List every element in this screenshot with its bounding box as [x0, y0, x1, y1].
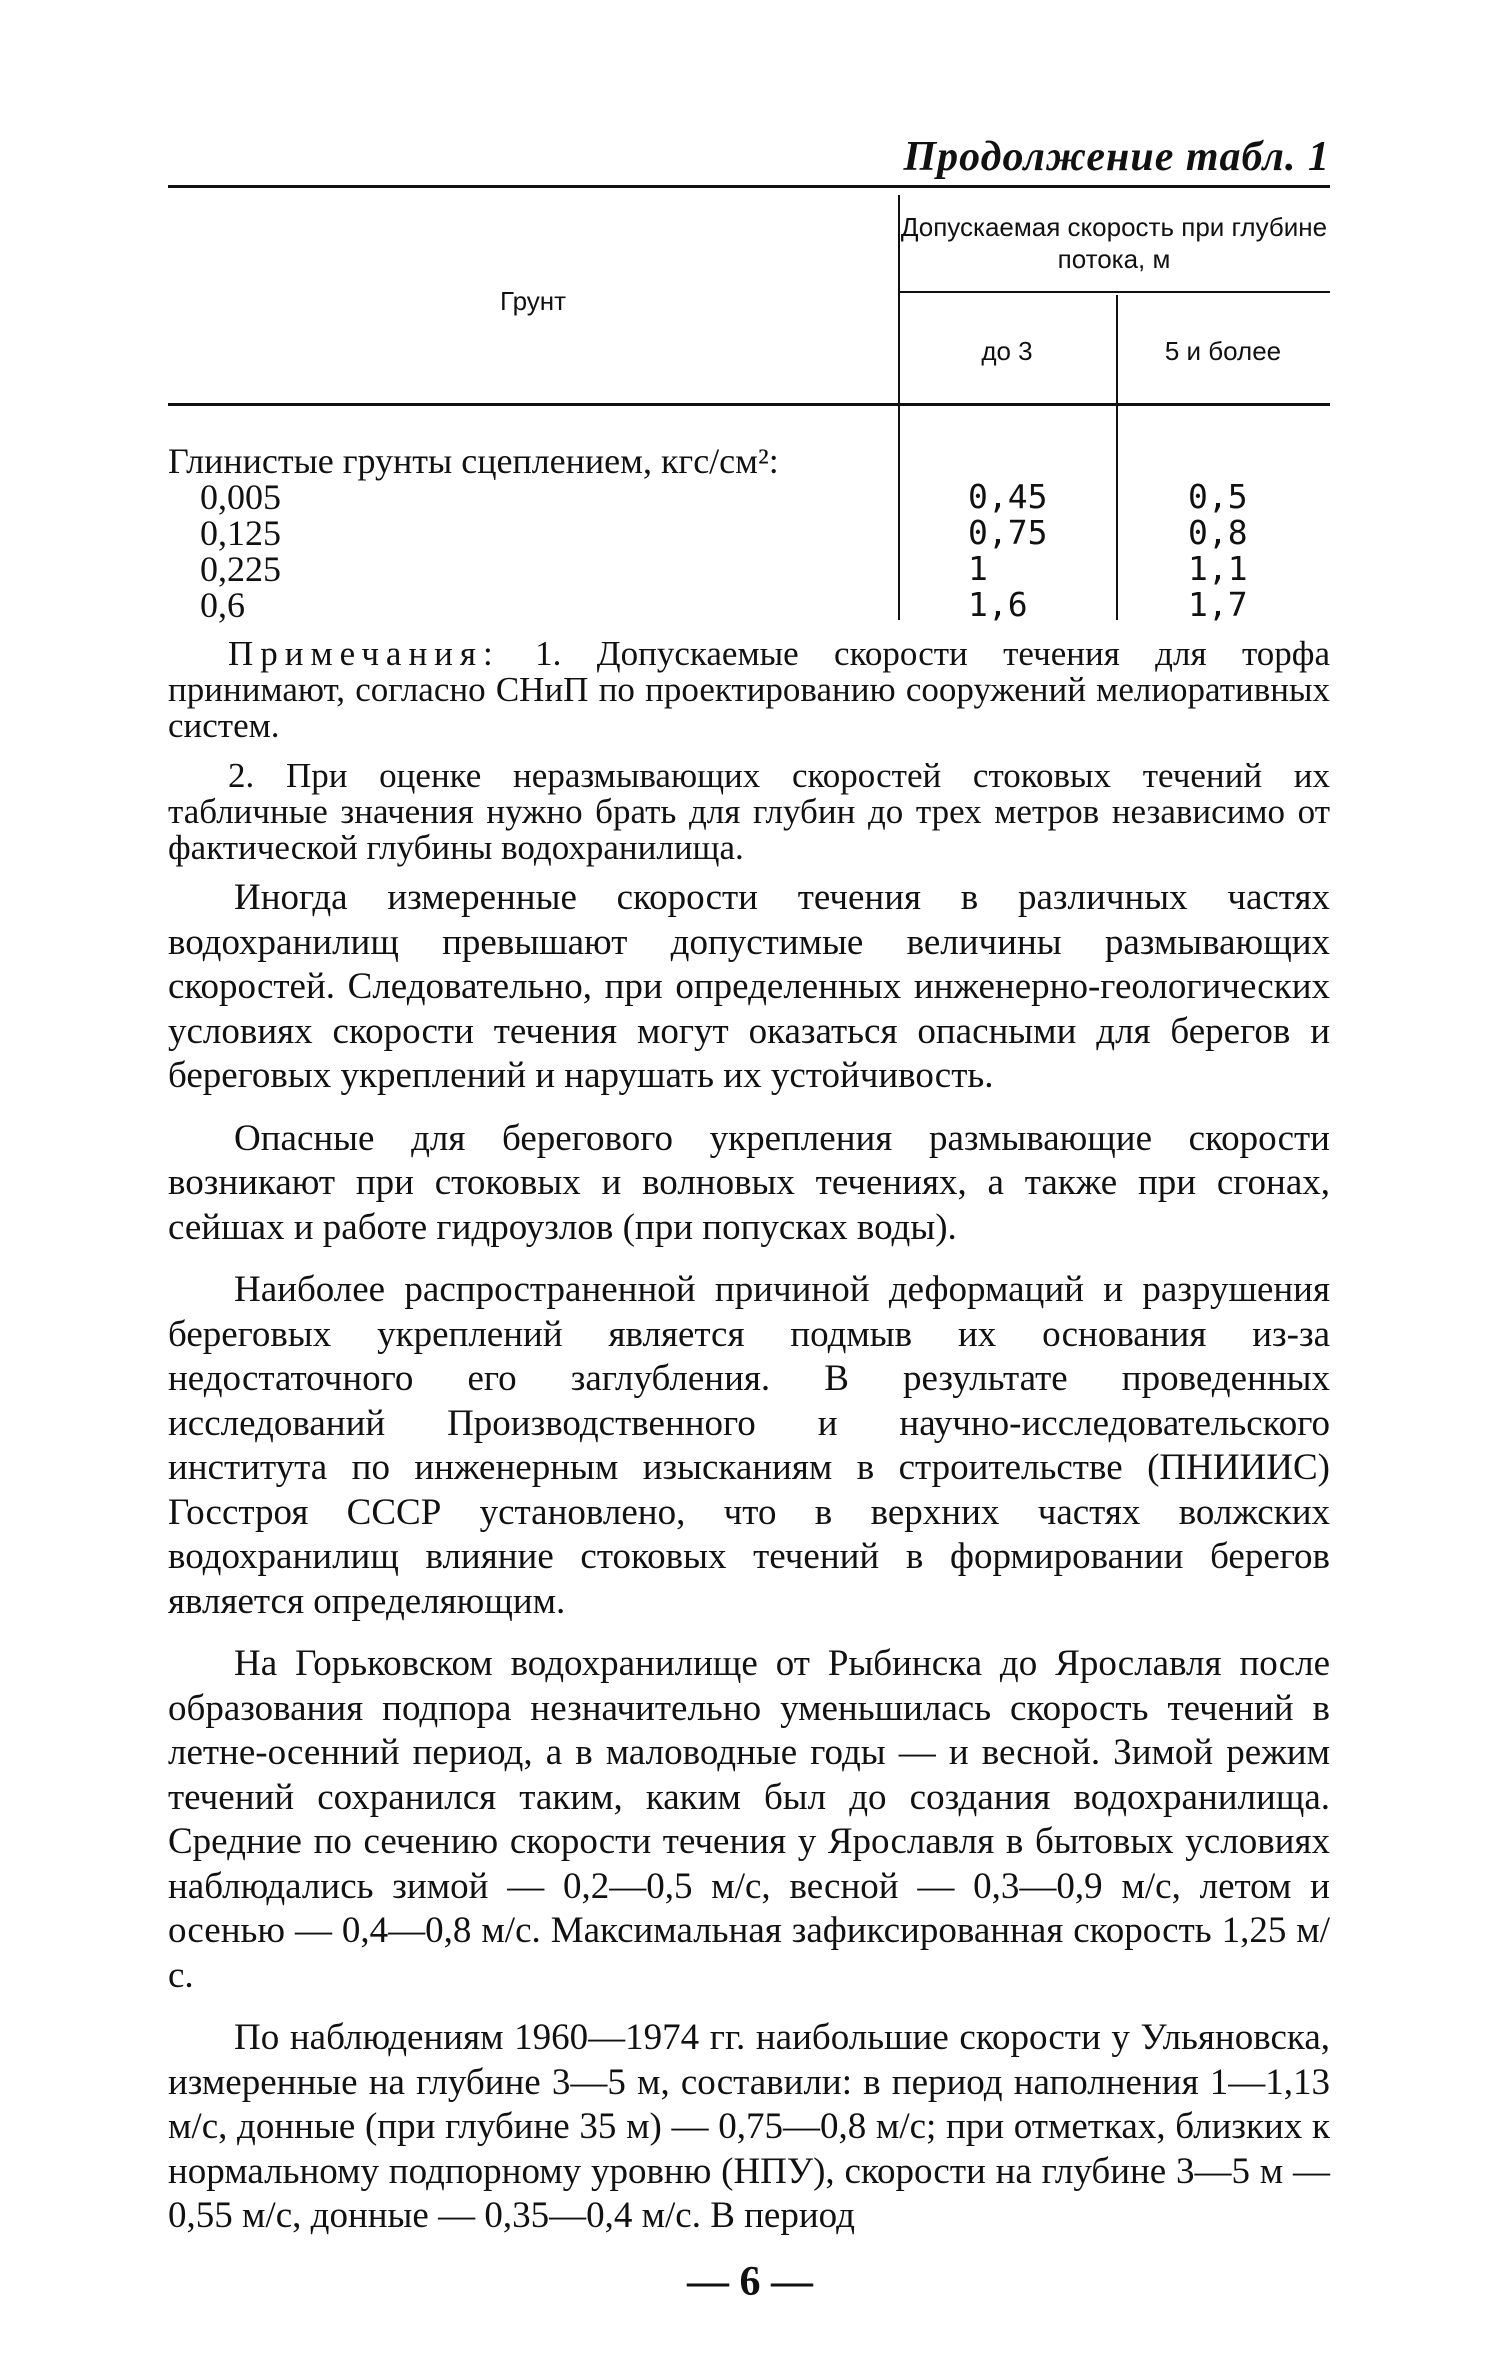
- paragraph: Иногда измеренные скорости течения в различных частях водохранилищ превышают допустимые величины размывающих скоростей. Следовательно, при определенных инженерно-геологических условиях скорости течения могут оказаться опасными для берегов и береговых укреплений и нарушать их устойчивость.: [168, 877, 1330, 1096]
- table-group-rule: [898, 291, 1330, 293]
- cohesion-value: 0,225: [200, 549, 281, 589]
- table-rows: [168, 479, 1330, 623]
- table-row: [168, 515, 1330, 551]
- note-1-text: 1. Допускаемые скорости течения для торфа принимают, согласно СНиП по проектированию сооружений мелиоративных систем.: [168, 634, 1330, 745]
- velocity-depth-3: 0,75: [968, 513, 1048, 552]
- body-text: [168, 876, 1330, 2257]
- page-number: — 6 —: [687, 2259, 813, 2305]
- cohesion-value: 0,6: [200, 585, 245, 625]
- note-1: [168, 636, 1330, 744]
- velocity-depth-5: 1,7: [1188, 585, 1248, 624]
- table-row: [168, 479, 1330, 515]
- velocity-depth-3: 1: [968, 549, 988, 588]
- header-allowed-velocity: Допускаемая скорость при глубине потока, м: [900, 212, 1328, 274]
- velocity-depth-5: 0,5: [1188, 477, 1248, 516]
- table-header-bottom-rule: [168, 403, 1330, 406]
- paragraph: Опасные для берегового укрепления размывающие скорости возникают при стоковых и волновых течениях, а также при сгонах, сейшах и работе гидроузлов (при попусках воды).: [168, 1117, 1330, 1248]
- table-continuation-caption: Продолжение табл. 1: [903, 134, 1330, 180]
- note-2: 2. При оценке неразмывающих скоростей стоковых течений их табличные значения нужно брать для глубин до трех метров независимо от фактической глубины водохранилища.: [168, 756, 1330, 867]
- notes-label: Примечания:: [228, 634, 500, 673]
- table-row: [168, 587, 1330, 623]
- velocity-depth-3: 1,6: [968, 585, 1028, 624]
- table-top-rule: [168, 185, 1330, 188]
- cohesion-value: 0,005: [200, 477, 281, 517]
- table-notes: [168, 636, 1330, 880]
- paragraph: Наиболее распространенной причиной деформаций и разрушения береговых укреплений является подмыв их основания из-за недостаточного его заглубления. В результате проведенных исследований Производственного и научно-исследовательского института по инженерным изысканиям в строительстве (ПНИИИС) Госстроя СССР установлено, что в верхних частях волжских водохранилищ влияние стоковых течений в формировании берегов является определяющим.: [168, 1269, 1330, 1622]
- velocity-depth-3: 0,45: [968, 477, 1048, 516]
- header-depth-5-and-more: 5 и более: [1164, 336, 1282, 366]
- header-soil: Грунт: [499, 286, 567, 316]
- paragraph: По наблюдениям 1960—1974 гг. наибольшие скорости у Ульяновска, измеренные на глубине 3—5 м, составили: в период наполнения 1—1,13 м/с, донные (при глубине 35 м) — 0,75—0,8 м/с; при отметках, близких к нормальному подпорному уровню (НПУ), скорости на глубине 3—5 м — 0,55 м/с, донные — 0,35—0,4 м/с. В период: [168, 2017, 1330, 2236]
- table-row: [168, 551, 1330, 587]
- velocity-depth-5: 1,1: [1188, 549, 1248, 588]
- header-depth-up-to-3: до 3: [981, 336, 1033, 366]
- category-clay-soils: Глинистые грунты сцеплением, кгс/см²:: [168, 441, 779, 481]
- velocity-depth-5: 0,8: [1188, 513, 1248, 552]
- paragraph: На Горьковском водохранилище от Рыбинска до Ярославля после образования подпора незначительно уменьшилась скорость течений в летне-осенний период, а в маловодные годы — и весной. Зимой режим течений сохранился таким, каким был до создания водохранилища. Средние по сечению скорости течения у Ярославля в бытовых условиях наблюдались зимой — 0,2—0,5 м/с, весной — 0,3—0,9 м/с, летом и осенью — 0,4—0,8 м/с. Максимальная зафиксированная скорость 1,25 м/с.: [168, 1643, 1330, 1996]
- velocity-table: [168, 185, 1330, 625]
- cohesion-value: 0,125: [200, 513, 281, 553]
